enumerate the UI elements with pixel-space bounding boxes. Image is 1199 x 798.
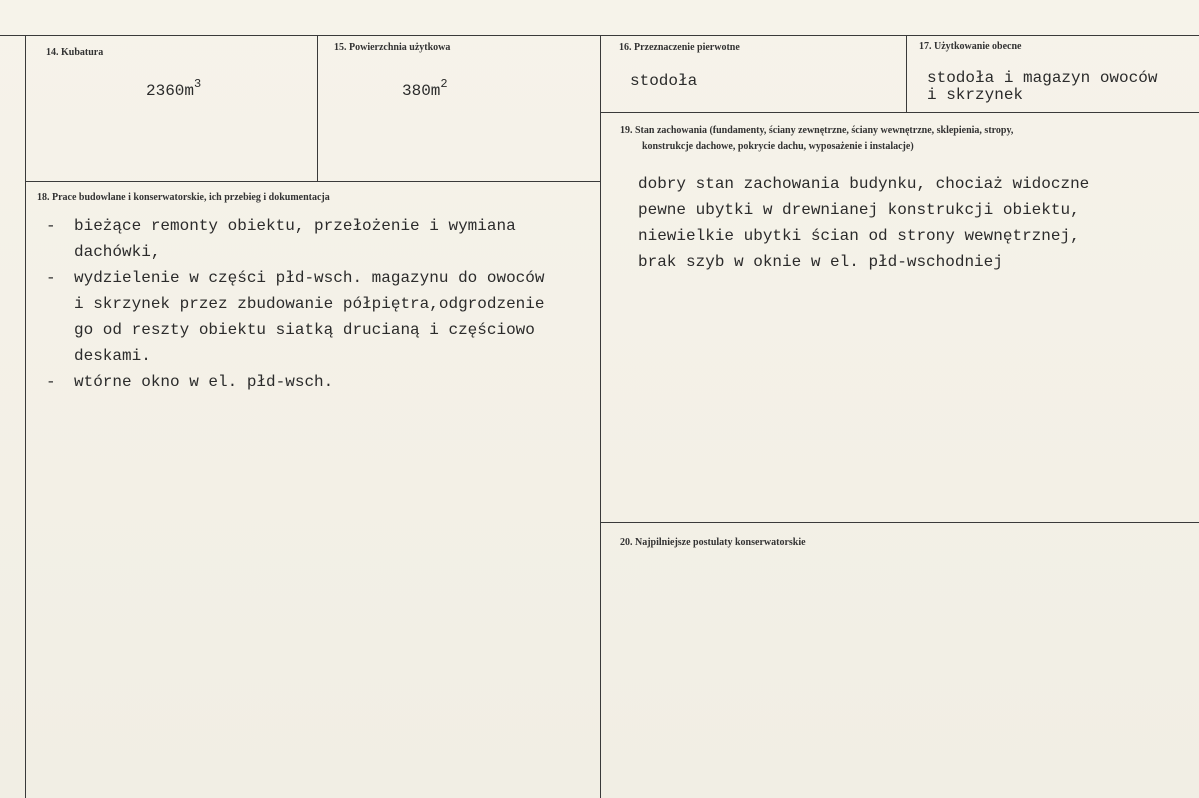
list-item-line: dachówki, <box>74 243 161 261</box>
row-divider-14-18 <box>25 181 600 182</box>
field-17-value <box>927 70 1157 104</box>
dash-bullet: - <box>46 217 56 235</box>
field-18-list <box>46 213 544 395</box>
field-14-exponent: 3 <box>194 77 202 91</box>
dash-bullet: - <box>46 373 56 391</box>
field-15-label: 15. Powierzchnia użytkowa <box>334 42 451 53</box>
field-15-number: 380m <box>402 82 441 100</box>
field-16-label: 16. Przeznaczenie pierwotne <box>619 42 740 53</box>
field-20-label: 20. Najpilniejsze postulaty konserwatorskie <box>620 537 806 548</box>
list-item <box>46 265 544 369</box>
field-15-exponent: 2 <box>440 77 448 91</box>
field-18-value <box>46 213 544 395</box>
left-border <box>25 35 26 798</box>
list-item-line: i skrzynek przez zbudowanie półpiętra,odgrodzenie <box>74 295 545 313</box>
field-17-line: i skrzynek <box>927 86 1024 104</box>
row-divider-19-20 <box>600 522 1199 523</box>
field-14-number: 2360m <box>146 82 195 100</box>
list-item-line: deskami. <box>74 347 151 365</box>
field-17-line: stodoła i magazyn owoców <box>927 69 1158 87</box>
field-17-label: 17. Użytkowanie obecne <box>919 41 1022 52</box>
field-19-line: pewne ubytki w drewnianej konstrukcji obiektu, <box>638 201 1080 219</box>
field-19-label <box>620 123 1013 155</box>
divider-16-17 <box>906 35 907 112</box>
list-item-line: bieżące remonty obiektu, przełożenie i wymiana <box>74 217 516 235</box>
row-divider-16-19 <box>600 112 1199 113</box>
field-19-label-line: 19. Stan zachowania (fundamenty, ściany zewnętrzne, ściany wewnętrzne, sklepienia, stropy, <box>620 125 1014 136</box>
field-18-label: 18. Prace budowlane i konserwatorskie, ich przebieg i dokumentacja <box>37 192 330 203</box>
divider-14-15 <box>317 35 318 181</box>
list-item-line: wydzielenie w części płd-wsch. magazynu do owoców <box>74 269 545 287</box>
field-19-line: dobry stan zachowania budynku, chociaż widoczne <box>638 175 1090 193</box>
list-item-line: wtórne okno w el. płd-wsch. <box>74 373 334 391</box>
list-item-line: go od reszty obiektu siatką drucianą i częściowo <box>74 321 535 339</box>
dash-bullet: - <box>46 269 56 287</box>
field-19-label-line: konstrukcje dachowe, pokrycie dachu, wyposażenie i instalacje) <box>642 141 914 152</box>
field-19-line: niewielkie ubytki ścian od strony wewnętrznej, <box>638 227 1080 245</box>
list-item <box>46 213 544 265</box>
main-divider <box>600 35 601 798</box>
field-14-label: 14. Kubatura <box>46 47 104 58</box>
field-14-value <box>146 71 201 104</box>
field-19-value <box>638 171 1089 275</box>
field-15-value <box>402 71 448 104</box>
list-item <box>46 369 544 395</box>
field-16-value: stodoła <box>630 72 698 90</box>
field-19-line: brak szyb w oknie w el. płd-wschodniej <box>638 253 1003 271</box>
